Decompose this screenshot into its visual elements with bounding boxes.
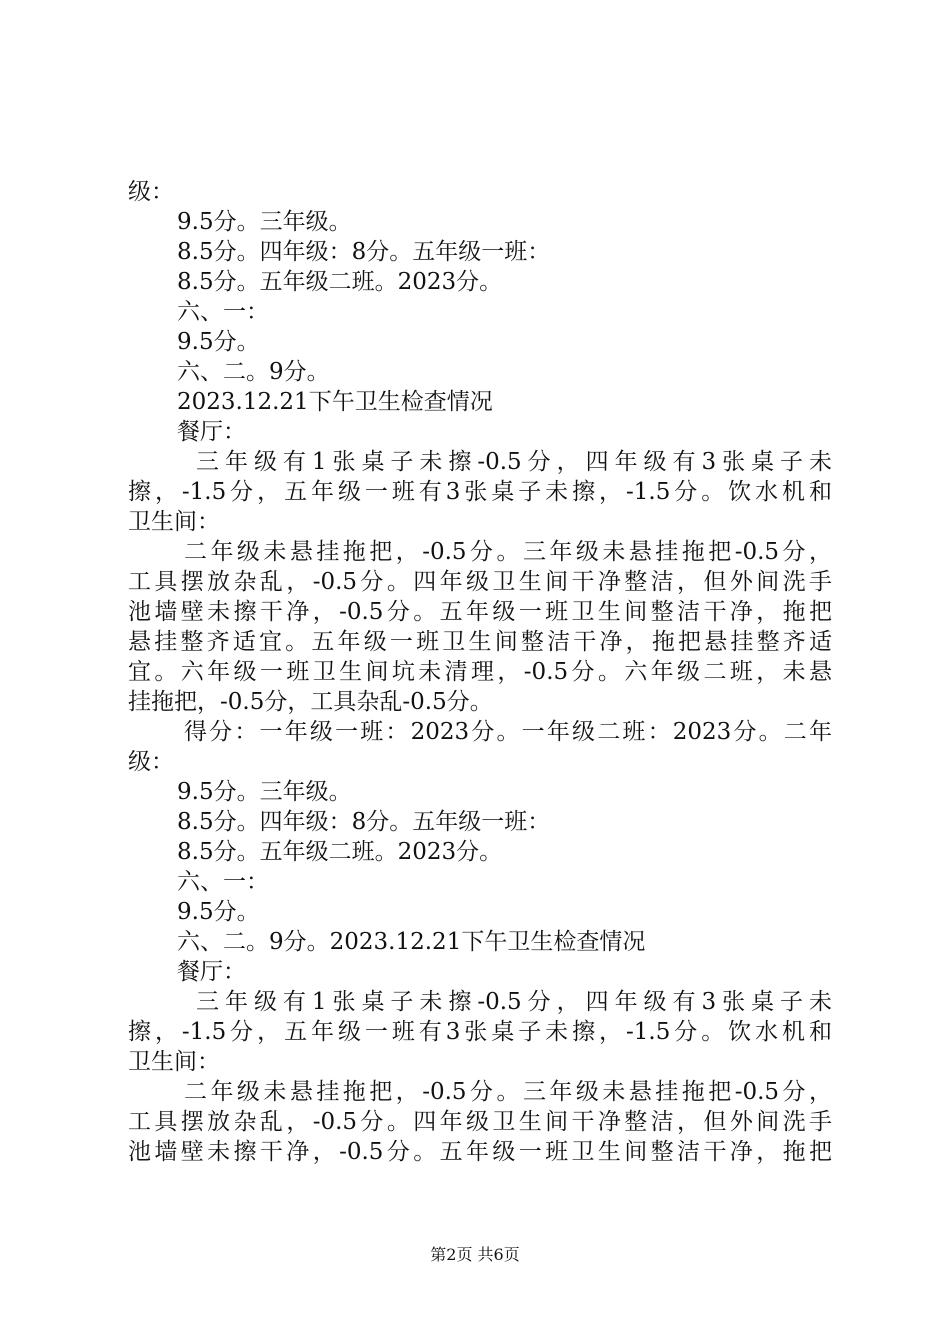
- paragraph-line: 三年级有1张桌子未擦-0.5分，四年级有3张桌子未: [196, 449, 832, 475]
- text-line: 9.5分。三年级。: [177, 779, 352, 805]
- text-line: 级：: [128, 179, 174, 205]
- paragraph-line: 池墙壁未擦干净，-0.5分。五年级一班卫生间整洁干净，拖把: [128, 599, 832, 625]
- paragraph-line: 卫生间：: [128, 509, 220, 535]
- text-line: 餐厅：: [177, 959, 246, 985]
- paragraph-line: 工具摆放杂乱，-0.5分。四年级卫生间干净整洁，但外间洗手: [128, 1109, 832, 1135]
- paragraph-line: 池墙壁未擦干净，-0.5分。五年级一班卫生间整洁干净，拖把: [128, 1139, 832, 1165]
- text-line: 8.5分。四年级：8分。五年级一班：: [177, 809, 551, 835]
- text-line: 9.5分。: [177, 329, 260, 355]
- paragraph-line: 擦，-1.5分，五年级一班有3张桌子未擦，-1.5分。饮水机和: [128, 479, 832, 505]
- paragraph-line: 卫生间：: [128, 1049, 220, 1075]
- text-line: 8.5分。四年级：8分。五年级一班：: [177, 239, 551, 265]
- text-line: 餐厅：: [177, 419, 246, 445]
- text-line: 级：: [128, 749, 174, 775]
- paragraph-line: 得分：一年级一班：2023分。一年级二班：2023分。二年: [184, 719, 832, 745]
- paragraph-line: 挂拖把，-0.5分，工具杂乱-0.5分。: [128, 689, 493, 715]
- text-line: 六、一：: [177, 869, 269, 895]
- section-heading: 2023.12.21下午卫生检查情况: [177, 389, 493, 415]
- page-number-footer: 第2页 共6页: [430, 1245, 520, 1264]
- paragraph-line: 二年级未悬挂拖把，-0.5分。三年级未悬挂拖把-0.5分，: [184, 1079, 832, 1105]
- text-line: 8.5分。五年级二班。2023分。: [177, 839, 503, 865]
- text-line: 六、二。9分。2023.12.21下午卫生检查情况: [177, 929, 646, 955]
- text-line: 9.5分。: [177, 899, 260, 925]
- text-line: 9.5分。三年级。: [177, 209, 352, 235]
- paragraph-line: 擦，-1.5分，五年级一班有3张桌子未擦，-1.5分。饮水机和: [128, 1019, 832, 1045]
- paragraph-line: 工具摆放杂乱，-0.5分。四年级卫生间干净整洁，但外间洗手: [128, 569, 832, 595]
- text-line: 8.5分。五年级二班。2023分。: [177, 269, 503, 295]
- paragraph-line: 二年级未悬挂拖把，-0.5分。三年级未悬挂拖把-0.5分，: [184, 539, 832, 565]
- document-body: [128, 177, 832, 1167]
- paragraph-line: 三年级有1张桌子未擦-0.5分，四年级有3张桌子未: [196, 989, 832, 1015]
- paragraph-line: 宜。六年级一班卫生间坑未清理，-0.5分。六年级二班，未悬: [128, 659, 832, 685]
- paragraph-line: 悬挂整齐适宜。五年级一班卫生间整洁干净，拖把悬挂整齐适: [128, 629, 832, 655]
- text-line: 六、一：: [177, 299, 269, 325]
- text-line: 六、二。9分。: [177, 359, 330, 385]
